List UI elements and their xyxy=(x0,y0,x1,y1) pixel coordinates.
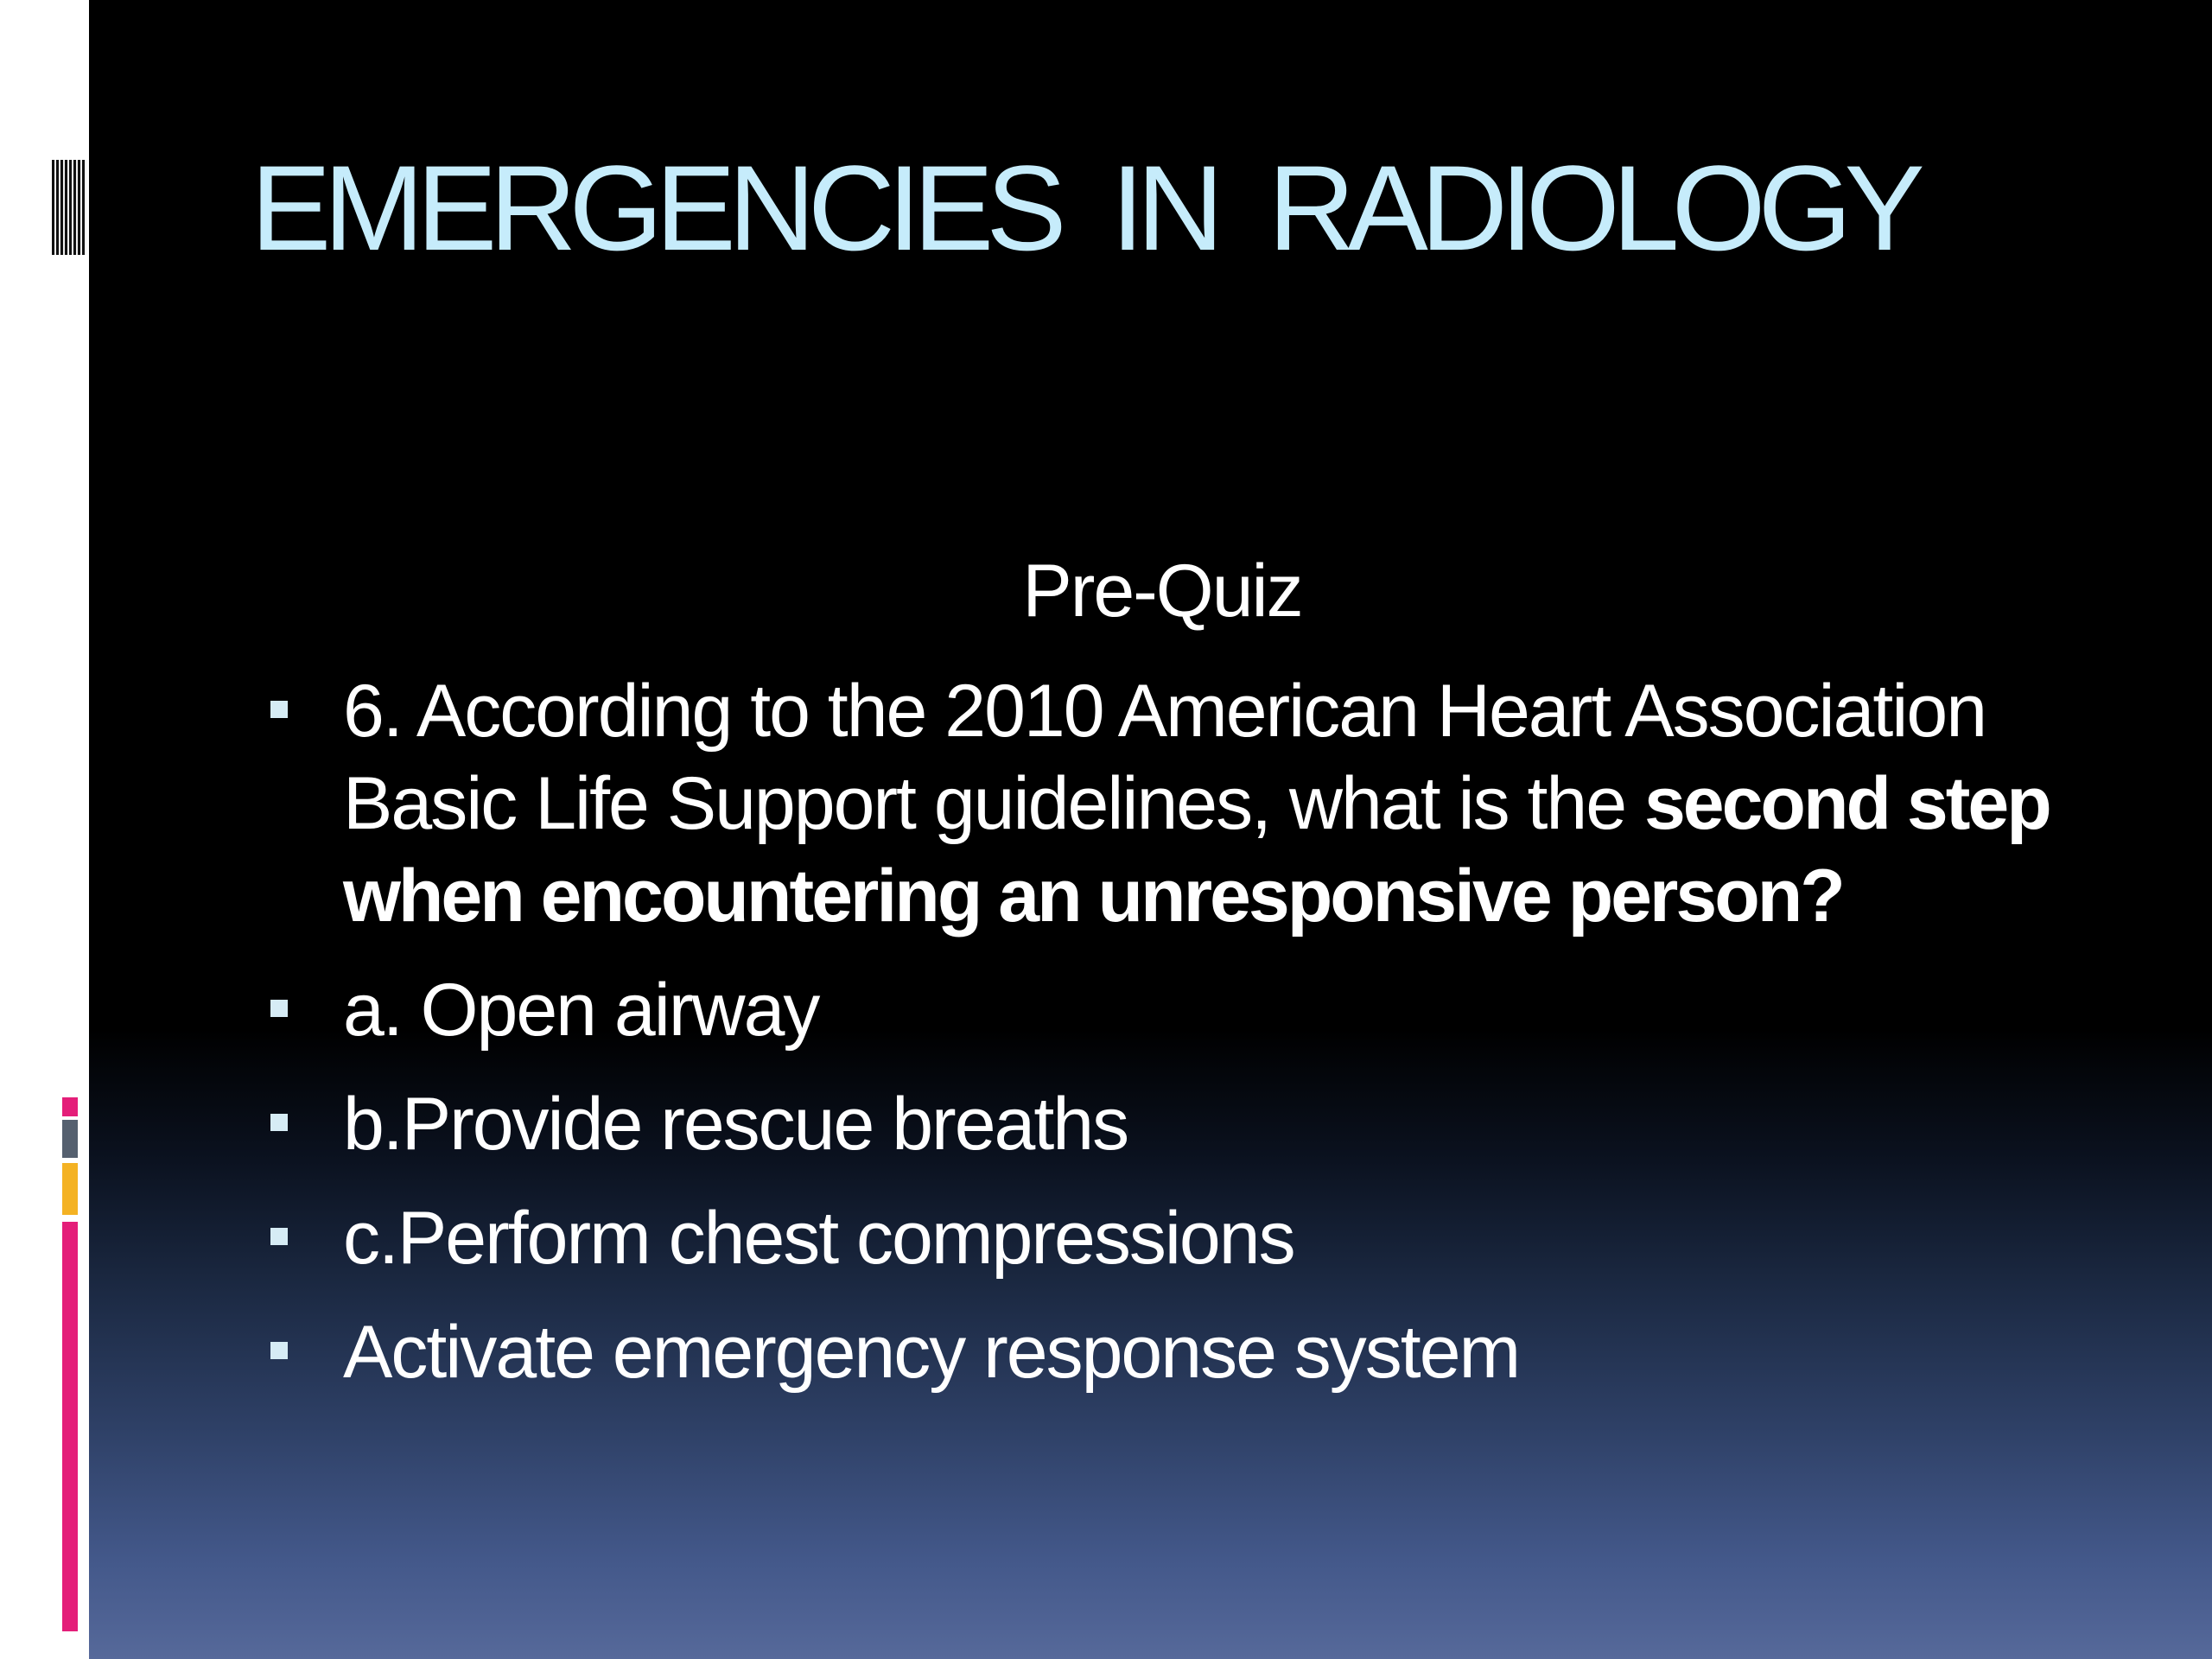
option-item xyxy=(264,964,2095,1057)
option-text: a. Open airway xyxy=(343,969,819,1052)
option-item xyxy=(264,1078,2095,1171)
option-item xyxy=(264,1306,2095,1399)
square-bullet-icon xyxy=(270,1228,288,1245)
square-bullet-icon xyxy=(270,1000,288,1017)
option-text: Activate emergency response system xyxy=(343,1311,1520,1394)
question-text-bold: second step when encountering an unresponsive person? xyxy=(343,762,2050,938)
slide-title: EMERGENCIES IN RADIOLOGY xyxy=(251,140,1917,276)
option-text: b.Provide rescue breaths xyxy=(343,1083,1128,1166)
accent-bar-orange xyxy=(62,1163,78,1215)
option-item xyxy=(264,1192,2095,1285)
square-bullet-icon xyxy=(270,1342,288,1359)
square-bullet-icon xyxy=(270,1114,288,1131)
question-text: 6. According to the 2010 American Heart Association Basic Life Support guidelines, what is the xyxy=(343,670,1986,845)
bullet-list xyxy=(264,665,2095,1421)
question-item xyxy=(264,665,2095,943)
square-bullet-icon xyxy=(270,701,288,718)
slide-subtitle: Pre-Quiz xyxy=(1022,550,1302,632)
decorative-stripes xyxy=(52,160,86,255)
option-text: c.Perform chest compressions xyxy=(343,1197,1294,1280)
accent-bar-gray xyxy=(62,1120,78,1158)
accent-bar-pink xyxy=(62,1222,78,1631)
accent-bar-pink-small xyxy=(62,1097,78,1116)
